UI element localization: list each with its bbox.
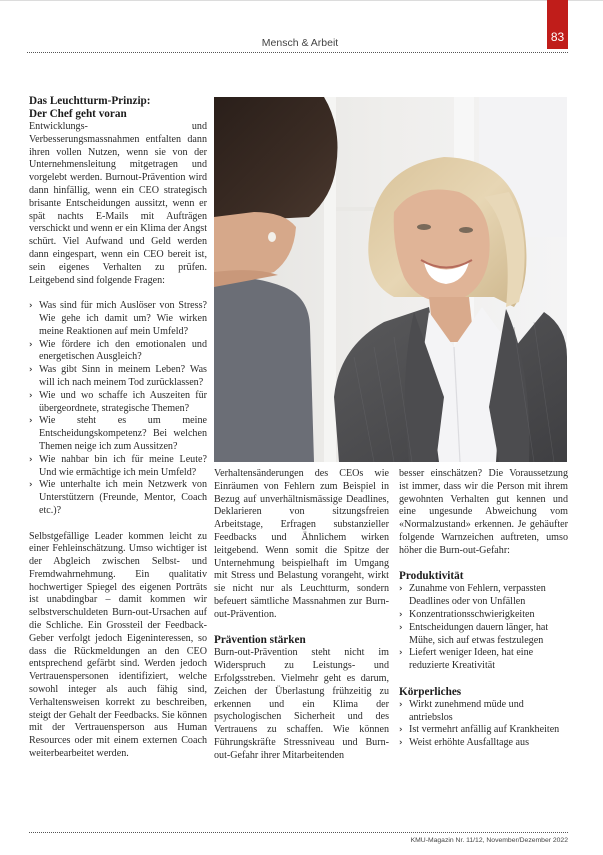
header-divider — [27, 52, 568, 53]
list-item: › Was gibt Sinn in meinem Leben? Was will ich nach meinem Tod zurücklassen? — [29, 364, 207, 388]
chevron-right-icon: › — [29, 416, 33, 427]
list-item: › Weist erhöhte Ausfalltage aus — [399, 737, 529, 749]
chevron-right-icon: › — [399, 725, 403, 736]
chevron-right-icon: › — [29, 365, 33, 376]
list-item: › Ist vermehrt anfällig auf Krankheiten — [399, 724, 560, 736]
list-item: › Wirkt zunehmend müde und antriebslos — [399, 698, 524, 723]
chevron-right-icon: › — [29, 454, 33, 465]
list-item: › Wie fördere ich den emotionalen und energetischen Ausgleich? — [29, 338, 207, 363]
subheading-praevention: Prävention stärken — [214, 634, 306, 647]
page-number: 83 — [550, 30, 565, 44]
article-photo — [214, 97, 567, 462]
list-item: › Liefert weniger Ideen, hat eine reduzierte Kreativität — [399, 647, 534, 672]
list-item: › Was sind für mich Auslöser von Stress? Wie gehe ich damit um? Wie wirken meine Reaktionen auf mein Umfeld? — [29, 300, 207, 337]
chevron-right-icon: › — [399, 609, 403, 620]
chevron-right-icon: › — [399, 738, 403, 749]
productivity-list — [399, 583, 568, 673]
chevron-right-icon: › — [29, 339, 33, 350]
chevron-right-icon: › — [399, 584, 403, 595]
list-item: › Wie nahbar bin ich für meine Leute? Und wie ermächtige ich mein Umfeld? — [29, 453, 207, 478]
top-edge-line — [0, 0, 603, 1]
chevron-right-icon: › — [399, 699, 403, 710]
subheading-koerperliches: Körperliches — [399, 685, 462, 698]
chevron-right-icon: › — [29, 390, 33, 401]
subheading-produktivitaet: Produktivität — [399, 570, 464, 583]
body-paragraph: Verhaltensänderungen des CEOs wie Einräumen von Fehlern zum Beispiel in Bezug auf unverhältnismässige Deadlines, Deklarieren von sitzungsfreien Arbeitstage, Erfragen substanzieller Feedbacks und Ähnlichem wirken leitgebend. Wenn somit die Spitze der Unternehmung beispielhaft im Umgang mit Stress und Belastung vorangeht, wirkt sie nicht nur als Leuchtturm, sondern befeuert sämtliche Massnahmen zur Burn-out-Prävention. — [214, 468, 389, 620]
column-2 — [214, 468, 389, 763]
chevron-right-icon: › — [29, 480, 33, 491]
list-item: › Entscheidungen dauern länger, hat Mühe, sich auf etwas festzulegen — [399, 621, 549, 646]
physical-list — [399, 699, 568, 750]
article-heading-line-2: Der Chef geht voran — [29, 108, 127, 120]
body-paragraph: Burn-out-Prävention steht nicht im Widerspruch zu Leistungs- und Erfolgsstreben. Vielmehr geht es darum, Zeichen der Überlastung frühzeitig zu erkennen und ein Klima der psychologischen Sicherheit und des Vertrauens zu schaffen. Wie können Führungskräfte Stressniveau und Burn-out-Gefahr ihrer Mitarbeitenden — [214, 647, 389, 761]
intro-paragraph: Entwicklungs- und Verbesserungsmassnahmen entfalten dann ihren vollen Nutzen, wenn sie von der Unternehmensleitung mitgetragen und vorgelebt werden. Burnout-Prävention wird dann hinfällig, wenn ein CEO strategisch brisante Entscheidungen aussitzt, wenn er spät nachts E-Mails mit Aufträgen verschickt und wenn er ein Klima der Angst schürt. Viel Aufwand und Geld werden dann eingespart, wenn ein CEO bereit ist, sein eigenes Verhalten zu prüfen. Leitgebend sind folgende Fragen: — [29, 121, 207, 286]
publication-footer: KMU-Magazin Nr. 11/12, November/Dezember 2022 — [410, 837, 568, 844]
list-item: › Zunahme von Fehlern, verpassten Deadlines oder von Unfällen — [399, 583, 546, 608]
footer-divider — [29, 832, 568, 833]
list-item: › Konzentrationsschwierigkeiten — [399, 608, 535, 620]
question-list — [29, 300, 207, 518]
body-paragraph: Selbstgefällige Leader kommen leicht zu einer Fehleinschätzung. Umso wichtiger ist der Abgleich zwischen Selbst- und Fremdwahrnehmung. Ein qualitativ hochwertiger Spiegel des eigenen Porträts ist unabdingbar – damit kommen wir selbstverschuldeten Burn-out-Ursachen auf die Schliche. Ein Grossteil der Feedback-Geber verfolgt jedoch Eigeninteressen, so dass die Rückmeldungen an den CEO entsprechend gefärbt sind. Werden jedoch Vertrauenspersonen identifiziert, welche sowohl integer als auch fähig sind, Verhaltensweisen korrekt zu beschreiben, steigt der Gehalt der Feedbacks. Sie können mit der Vertrauensperson aus Human Resources oder mit einem externen Coach weiterbearbeitet werden. — [29, 530, 207, 760]
chevron-right-icon: › — [399, 622, 403, 633]
article-heading-line-1: Das Leuchtturm-Prinzip: — [29, 95, 151, 107]
section-label: Mensch & Arbeit — [261, 37, 339, 49]
list-item: › Wie und wo schaffe ich Auszeiten für übergeordnete, strategische Themen? — [29, 389, 207, 414]
list-item: › Wie unterhalte ich mein Netzwerk von Unterstützern (Freunde, Mentor, Coach etc.)? — [29, 479, 207, 516]
body-paragraph: besser einschätzen? Die Voraussetzung ist immer, dass wir die Person mit ihrem gewohnten Verhalten gut kennen und eine ungesunde Abweichung vom «Normalzustand» erkennen. Je gehäufter folgende Warnzeichen auftreten, umso höher die Burn-out-Gefahr: — [399, 468, 568, 556]
chevron-right-icon: › — [29, 301, 33, 312]
list-item: › Wie steht es um meine Entscheidungskompetenz? Bei welchen Themen neige ich zum Aussitzen? — [29, 415, 207, 452]
photo-illustration — [214, 97, 567, 462]
column-3 — [399, 468, 568, 750]
chevron-right-icon: › — [399, 648, 403, 659]
column-1 — [29, 95, 207, 761]
